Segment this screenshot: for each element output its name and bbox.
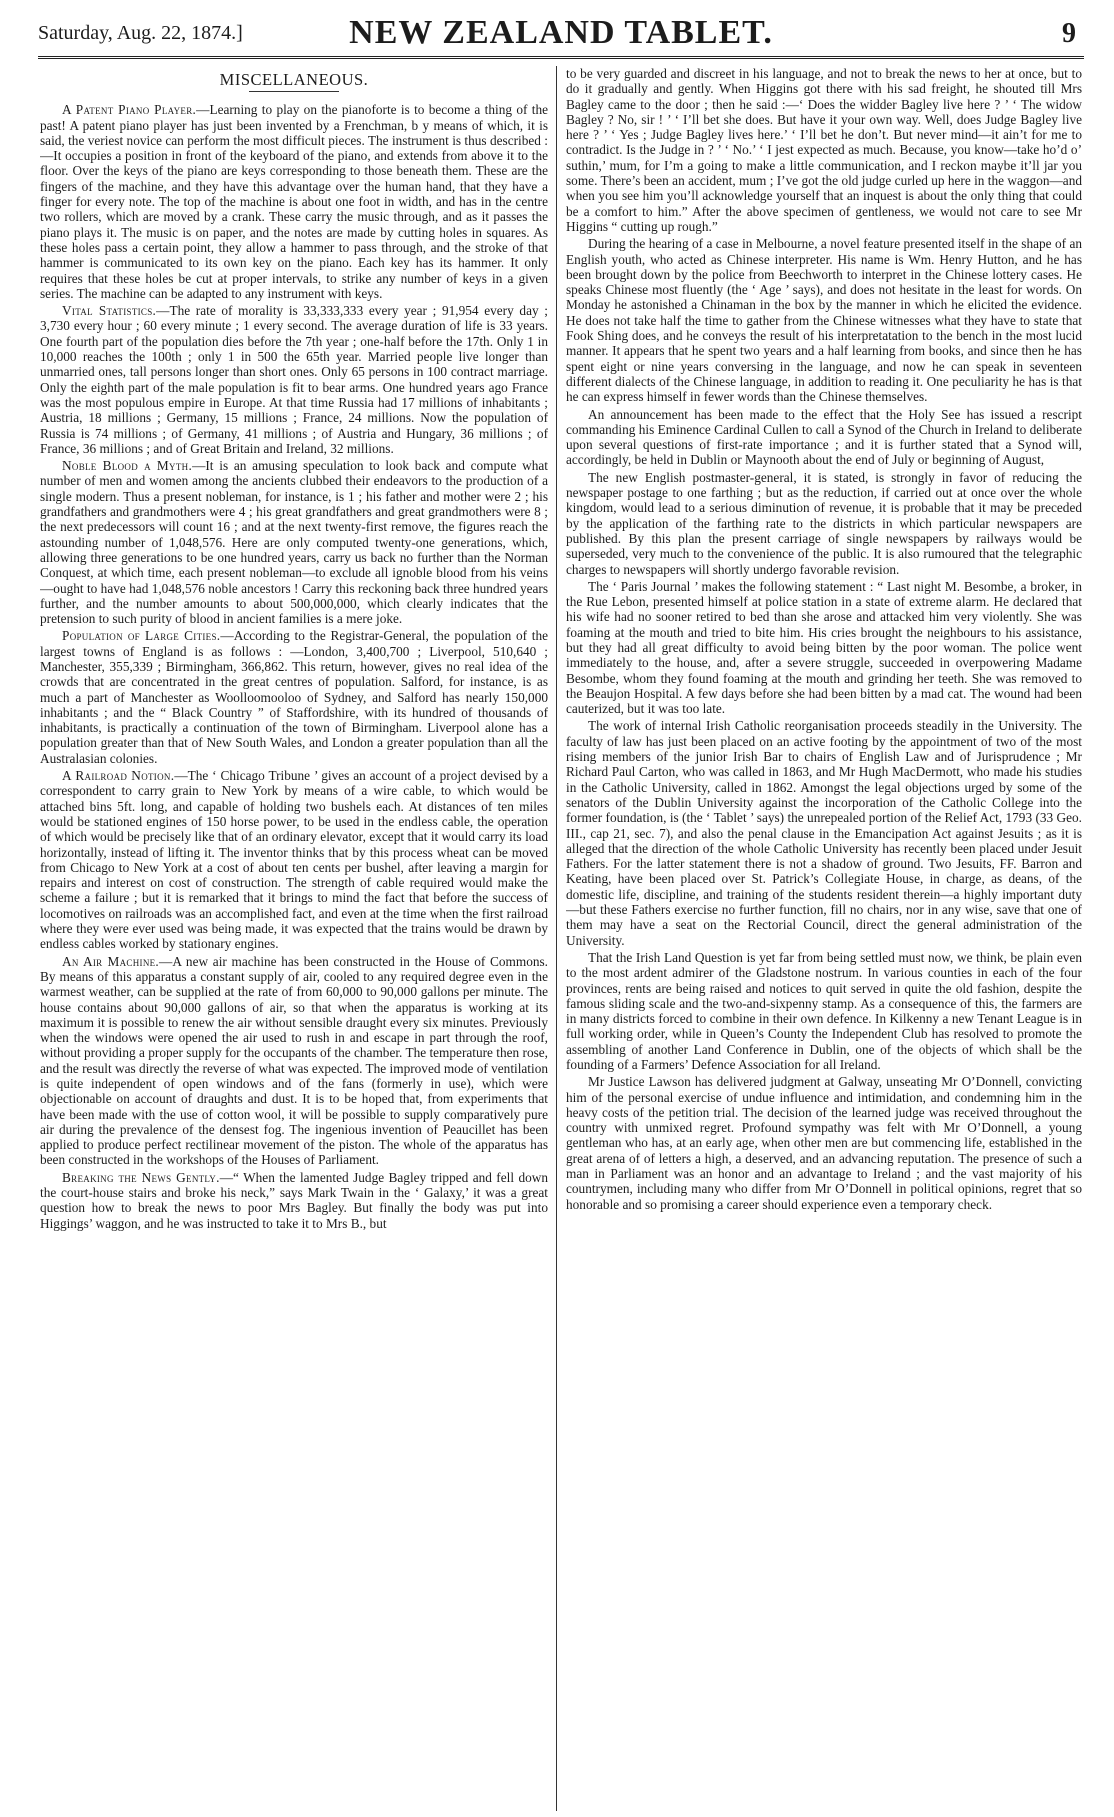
article-continuation: to be very guarded and discreet in his language, and not to break the news to her at once, but to do it gradually and gently. When Higgins got there with his sad freight, he shouted till Mrs Bagley came to the door ; then he said :—‘ Does the widder Bagley live here ? ’ ‘ The widow Bagley ? No, sir ! ’ ‘ I’ll bet she does. But have it your own way. Well, does Judge Bagley live here ? ’ ‘ Yes ; Judge Bagley lives here.’ ‘ I’ll bet he don’t. But never mind—it ain’t for me to contradict. Is the Judge in ? ’ ‘ No.’ ‘ I jest expected as much. Because, you know—take ho’d o’ suthin,’ mum, for I’m a going to make a little communication, and I reckon maybe it’ll jar you some. There’s been an accident, mum ; I’ve got the old judge curled up here in the waggon—and when you see him you’ll acknowledge yourself that an inquest is about the only thing that could be a comfort to him.” After the above specimen of gentleness, we would not care to see Mr Higgins “ cutting up rough.”	[566, 66, 1082, 234]
article-irish-university: The work of internal Irish Catholic reorganisation proceeds steadily in the University. The faculty of law has just been placed on an active footing by the appointment of two of the most rising members of the junior Irish Bar to chairs of English Law and of Jurisprudence ; Mr Richard Paul Carton, who was called in 1863, and Mr Hugh MacDermott, who made his studies in the Catholic University, called in 1862. Amongst the legal objections urged by some of the senators of the Dublin University against the incorporation of the Catholic College into the former foundation, is (the ‘ Tablet ’ says) the unrepealed portion of the Relief Act, 1793 (33 Geo. III., cap 21, sec. 7), and also the penal clause in the Emancipation Act against Jesuits ; as it is alleged that the direction of the whole Catholic University has recently been placed under Jesuit Fathers. For the latter statement there is not a shadow of ground. Two Jesuits, FF. Barron and Keating, have been placed over St. Patrick’s Collegiate House, in charge, as deans, of the domestic life, discipline, and training of the students resident therein—a highly important duty—but these Fathers exercise no further function, fill no chairs, nor in any wise, save that one of them may have a seat on the Rectorial Council, direct the general administration of the University.	[566, 718, 1082, 948]
article-vital-statistics	[40, 303, 548, 456]
article-population-large-cities	[40, 628, 548, 766]
article-irish-land-question: That the Irish Land Question is yet far from being settled must now, we think, be plain even to the most ardent admirer of the Gladstone nostrum. In various counties in each of the four provinces, rents are being raised and notices to quit served in quite the old fashion, despite the famous sliding scale and the two-and-sixpenny stamp. As a consequence of this, the farmers are in many districts forced to combine in their own defence. In Kilkenny a new Tenant League is in full working order, while in Queen’s County the Independent Club has resolved to promote the assembling of another Land Conference in Dublin, one of the objects of which shall be the founding of a Farmers’ Defence Association for all Ireland.	[566, 949, 1082, 1072]
article-breaking-news-gently	[40, 1170, 548, 1231]
article-patent-piano-player	[40, 102, 548, 301]
article-air-machine	[40, 954, 548, 1168]
left-column	[40, 66, 548, 1811]
newspaper-title: NEW ZEALAND TABLET.	[349, 14, 773, 51]
article-noble-blood	[40, 458, 548, 626]
article-body: —The rate of morality is 33,333,333 every year ; 91,954 every day ; 3,730 every hour ; 60 every minute ; 1 every second. The average duration of life is 33 years. One fourth part of the population dies before the 7th year ; one-half before the 17th. Only 1 in 10,000 reaches the 100th ; only 1 in 500 the 65th year. Married people live longer than unmarried ones, tall persons longer than short ones. Only 65 persons in 100 contract marriage. Only the eighth part of the male population is fit to bear arms. One hundred years ago France was the most populous empire in Europe. At that time Russia had 17 millions of inhabitants ; Austria, 18 millions ; Germany, 15 millions ; France, 24 millions. Now the population of Russia is 74 millions ; of Germany, 41 millions ; of Austria and Hungary, 36 millions ; of France, 36 millions ; and of Great Britain and Ireland, 32 millions.	[40, 303, 548, 456]
article-synod-announcement: An announcement has been made to the effect that the Holy See has issued a rescript commanding his Eminence Cardinal Cullen to call a Synod of the Church in Ireland to deliberate upon several questions of first-rate importance ; and it is further stated that a Synod will, accordingly, be held in Dublin or Maynooth about the end of July or beginning of August,	[566, 406, 1082, 468]
article-heading: A Patent Piano Player.	[62, 102, 197, 118]
article-chinese-interpreter: During the hearing of a case in Melbourne, a novel feature presented itself in the shape of an English youth, who acted as Chinese interpreter. His name is Wm. Henry Hutton, and he has been brought down by the police from Beechworth to interpret in the Chinese lottery cases. He speaks Chinese most fluently (the ‘ Age ’ says), and does not hesitate in the least for words. On Monday he astonished a Chinaman in the box by the manner in which he elicited the evidence. He does not take half the time to gather from the Chinese witnesses what they have to state that Fook Shing does, and he conveys the result of his interpretatation to the bench in the most lucid manner. It appears that he spent two years and a half learning from books, and since then he has spent eight or nine years conversing in the language, and now he can speak in seventeen different dialects of the Chinese language, in addition to reading it. One peculiarity he has is that he can express himself in fewer words than the Chinese themselves.	[566, 236, 1082, 405]
article-heading: Breaking the News Gently.	[62, 1169, 220, 1185]
article-heading: A Railroad Notion.	[62, 768, 175, 784]
article-heading: Population of Large Cities.	[62, 628, 221, 644]
article-paris-journal: The ‘ Paris Journal ’ makes the following statement : “ Last night M. Besombe, a broker, in the Rue Lebon, presented himself at police station in a state of extreme alarm. He declared that his wife had no sooner retired to bed than she arose and attacked him very violently. She was foaming at the mouth and tried to bite him. His cries brought the neighbours to his assistance, but they had all great difficulty to avoid being bitten by the poor woman. The police went immediately to the house, and, after a severe struggle, succeeded in overpowering Madame Besombe, whom they found foaming at the mouth and grinding her teeth. She was removed to the Beaujon Hospital. A few days before she had been bitten by a mad cat. The wound had been cauterized, but it was too late.	[566, 578, 1082, 717]
article-galway-judgment: Mr Justice Lawson has delivered judgment at Galway, unseating Mr O’Donnell, convicting him of the personal exercise of undue influence and intimidation, and condemning him in the heavy costs of the petition trial. The decision of the learned judge was received throughout the country with unmixed regret. Profound sympathy was felt with Mr O’Donnell, a young gentleman who has, at an early age, when other men are but commencing life, established in the great arena of of letters a high, a deserved, and an advancing reputation. The presence of such a man in Parliament was an honor and an advantage to Ireland ; and the vast majority of his countrymen, including many who differ from Mr O’Donnell in political opinions, regret that so honorable and so promising a career should experience even a temporary check.	[566, 1074, 1082, 1212]
section-title: MISCELLANEOUS.	[219, 70, 369, 89]
column-divider	[556, 66, 557, 1811]
article-body: —The ‘ Chicago Tribune ’ gives an account of a project devised by a correspondent to carry grain to New York by means of a wire cable, to which would be attached bins 5ft. long, and capable of holding two bushels each. At distances of ten miles would be stationed engines of 150 horse power, to be used in the endless cable, the operation of which would be precisely like that of an ordinary elevator, except that it would carry its load horizontally, instead of lifting it. The inventor thinks that by this process wheat can be moved from Chicago to New York at a cost of about ten cents per bushel, after leaving a margin for repairs and interest on cost of construction. The strength of cable required would make the scheme a failure ; but it is remarked that it brings to mind the fact that before the success of locomotives on railroads was an accomplished fact, and even at the time when the first railroad where they were ever used was being made, it was expected that the trains would be drawn by endless cables worked by stationary engines.	[40, 768, 548, 952]
article-heading: An Air Machine.	[62, 953, 160, 969]
masthead	[38, 12, 1084, 59]
article-body: —A new air machine has been constructed in the House of Commons. By means of this apparatus a constant supply of air, cooled to any required degree even in the warmest weather, can be supplied at the rate of from 60,000 to 90,000 gallons per minute. The house contains about 90,000 gallons of air, so that when the apparatus is working at its maximum it is possible to renew the air without sensible draught every six minutes. Previously when the windows were opened the air used to rush in and escape in part through the roof, without providing a proper supply for the occupants of the chamber. The temperature then rose, and the result was directly the reverse of what was expected. The improved mode of ventilation is quite independent of open windows and of the fans (formerly in use), which were objectionable on account of draughts and dust. It is to be hoped that, from experiments that have been made with the use of cotton wool, it will be possible to supply comparatively pure air during the prevalence of the densest fog. The ingenious invention of Peaucillet has been applied to produce perfect rectilinear movement of the piston. The whole of the apparatus has been constructed in the workshops of the Houses of Parliament.	[40, 953, 548, 1168]
article-body: —It is an amusing speculation to look back and compute what number of men and women among the ancients clubbed their endeavors to the production of a single modern. Thus a present nobleman, for instance, is 1 ; his father and mother were 2 ; his grandfathers and grandmothers were 4 ; his great grandfathers and great grandmothers were 8 ; the next predecessors will count 16 ; and at the next twenty-first remove, the figures reach the astounding number of 1,048,576. Here are only computed twenty-one generations, which, allowing three generations to be one hundred years, carry us back no further than the Norman Conquest, at which time, each present nobleman—to exclude all ignoble blood from his veins—ought to have had 1,048,576 noble ancestors ! Carry this reckoning back three hundred years further, and the number amounts to about 500,000,000, which clearly indicates that the pretension to such purity of blood in ancient families is a mere joke.	[40, 458, 548, 627]
article-body: —According to the Registrar-General, the population of the largest towns of England is as follows : —London, 3,400,700 ; Liverpool, 510,640 ; Manchester, 355,339 ; Birmingham, 366,862. This return, however, gives no real idea of the crowds that are concentrated in the great centres of population. Salford, for instance, is as much a part of Manchester as Woolloomooloo of Sydney, and Salford has nearly 150,000 inhabitants ; and the “ Black Country ” of Staffordshire, with its hundred of thousands of inhabitants, is practically a continuation of the town of Birmingham. Liverpool alone has a population greater than that of New South Wales, and London a greater population than all the Australasian colonies.	[40, 628, 548, 766]
page-number: 9	[1062, 18, 1076, 49]
right-column	[566, 66, 1082, 1811]
article-railroad-notion	[40, 768, 548, 952]
article-newspaper-postage: The new English postmaster-general, it is stated, is strongly in favor of reducing the newspaper postage to one farthing ; but as the reduction, if carried out at once over the whole kingdom, would lead to a serious diminution of revenue, it is probable that it may be preceded by the application of the farthing rate to the districts in which particular newspapers are published. By this plan the present carriage of single newspapers by railways would be superseded, very much to the convenience of the public. It is also rumoured that the telegraphic charges to newspapers will shortly undergo favorable revision.	[566, 469, 1082, 577]
title-rule	[249, 91, 339, 92]
article-heading: Vital Statistics.	[62, 303, 157, 319]
article-heading: Noble Blood a Myth.	[62, 458, 193, 474]
article-body: —Learning to play on the pianoforte is to become a thing of the past! A patent piano player has just been invented by a Frenchman, b y means of which, it is said, the veriest novice can perform the most difficult pieces. The instrument is thus described :—It occupies a position in front of the keyboard of the piano, and extends from above it to the floor. Over the keys of the piano are keys corresponding to those beneath them. These are the fingers of the machine, and they have this advantage over the human hand, that they have a finger for every note. The top of the machine is about one foot in width, and has in the centre two rollers, which are moved by a crank. These carry the music through, and as it passes the piano plays it. The music is on paper, and the notes are made by cutting holes in squares. As these holes pass a certain point, they allow a hammer to pass through, and the stroke of that hammer is communicated to its own key on the piano. Each key has its hammer. It only requires that these holes be cut at proper intervals, to strike any number of keys in a given series. The machine can be adapted to any instrument with keys.	[40, 102, 548, 301]
issue-date: Saturday, Aug. 22, 1874.]	[38, 22, 243, 44]
article-body: —“ When the lamented Judge Bagley tripped and fell down the court-house stairs and broke his neck,” says Mark Twain in the ‘ Galaxy,’ it was a great question how to break the news to poor Mrs Bagley. But finally the body was put into Higgings’ waggon, and he was instructed to take it to Mrs B., but	[40, 1169, 548, 1231]
